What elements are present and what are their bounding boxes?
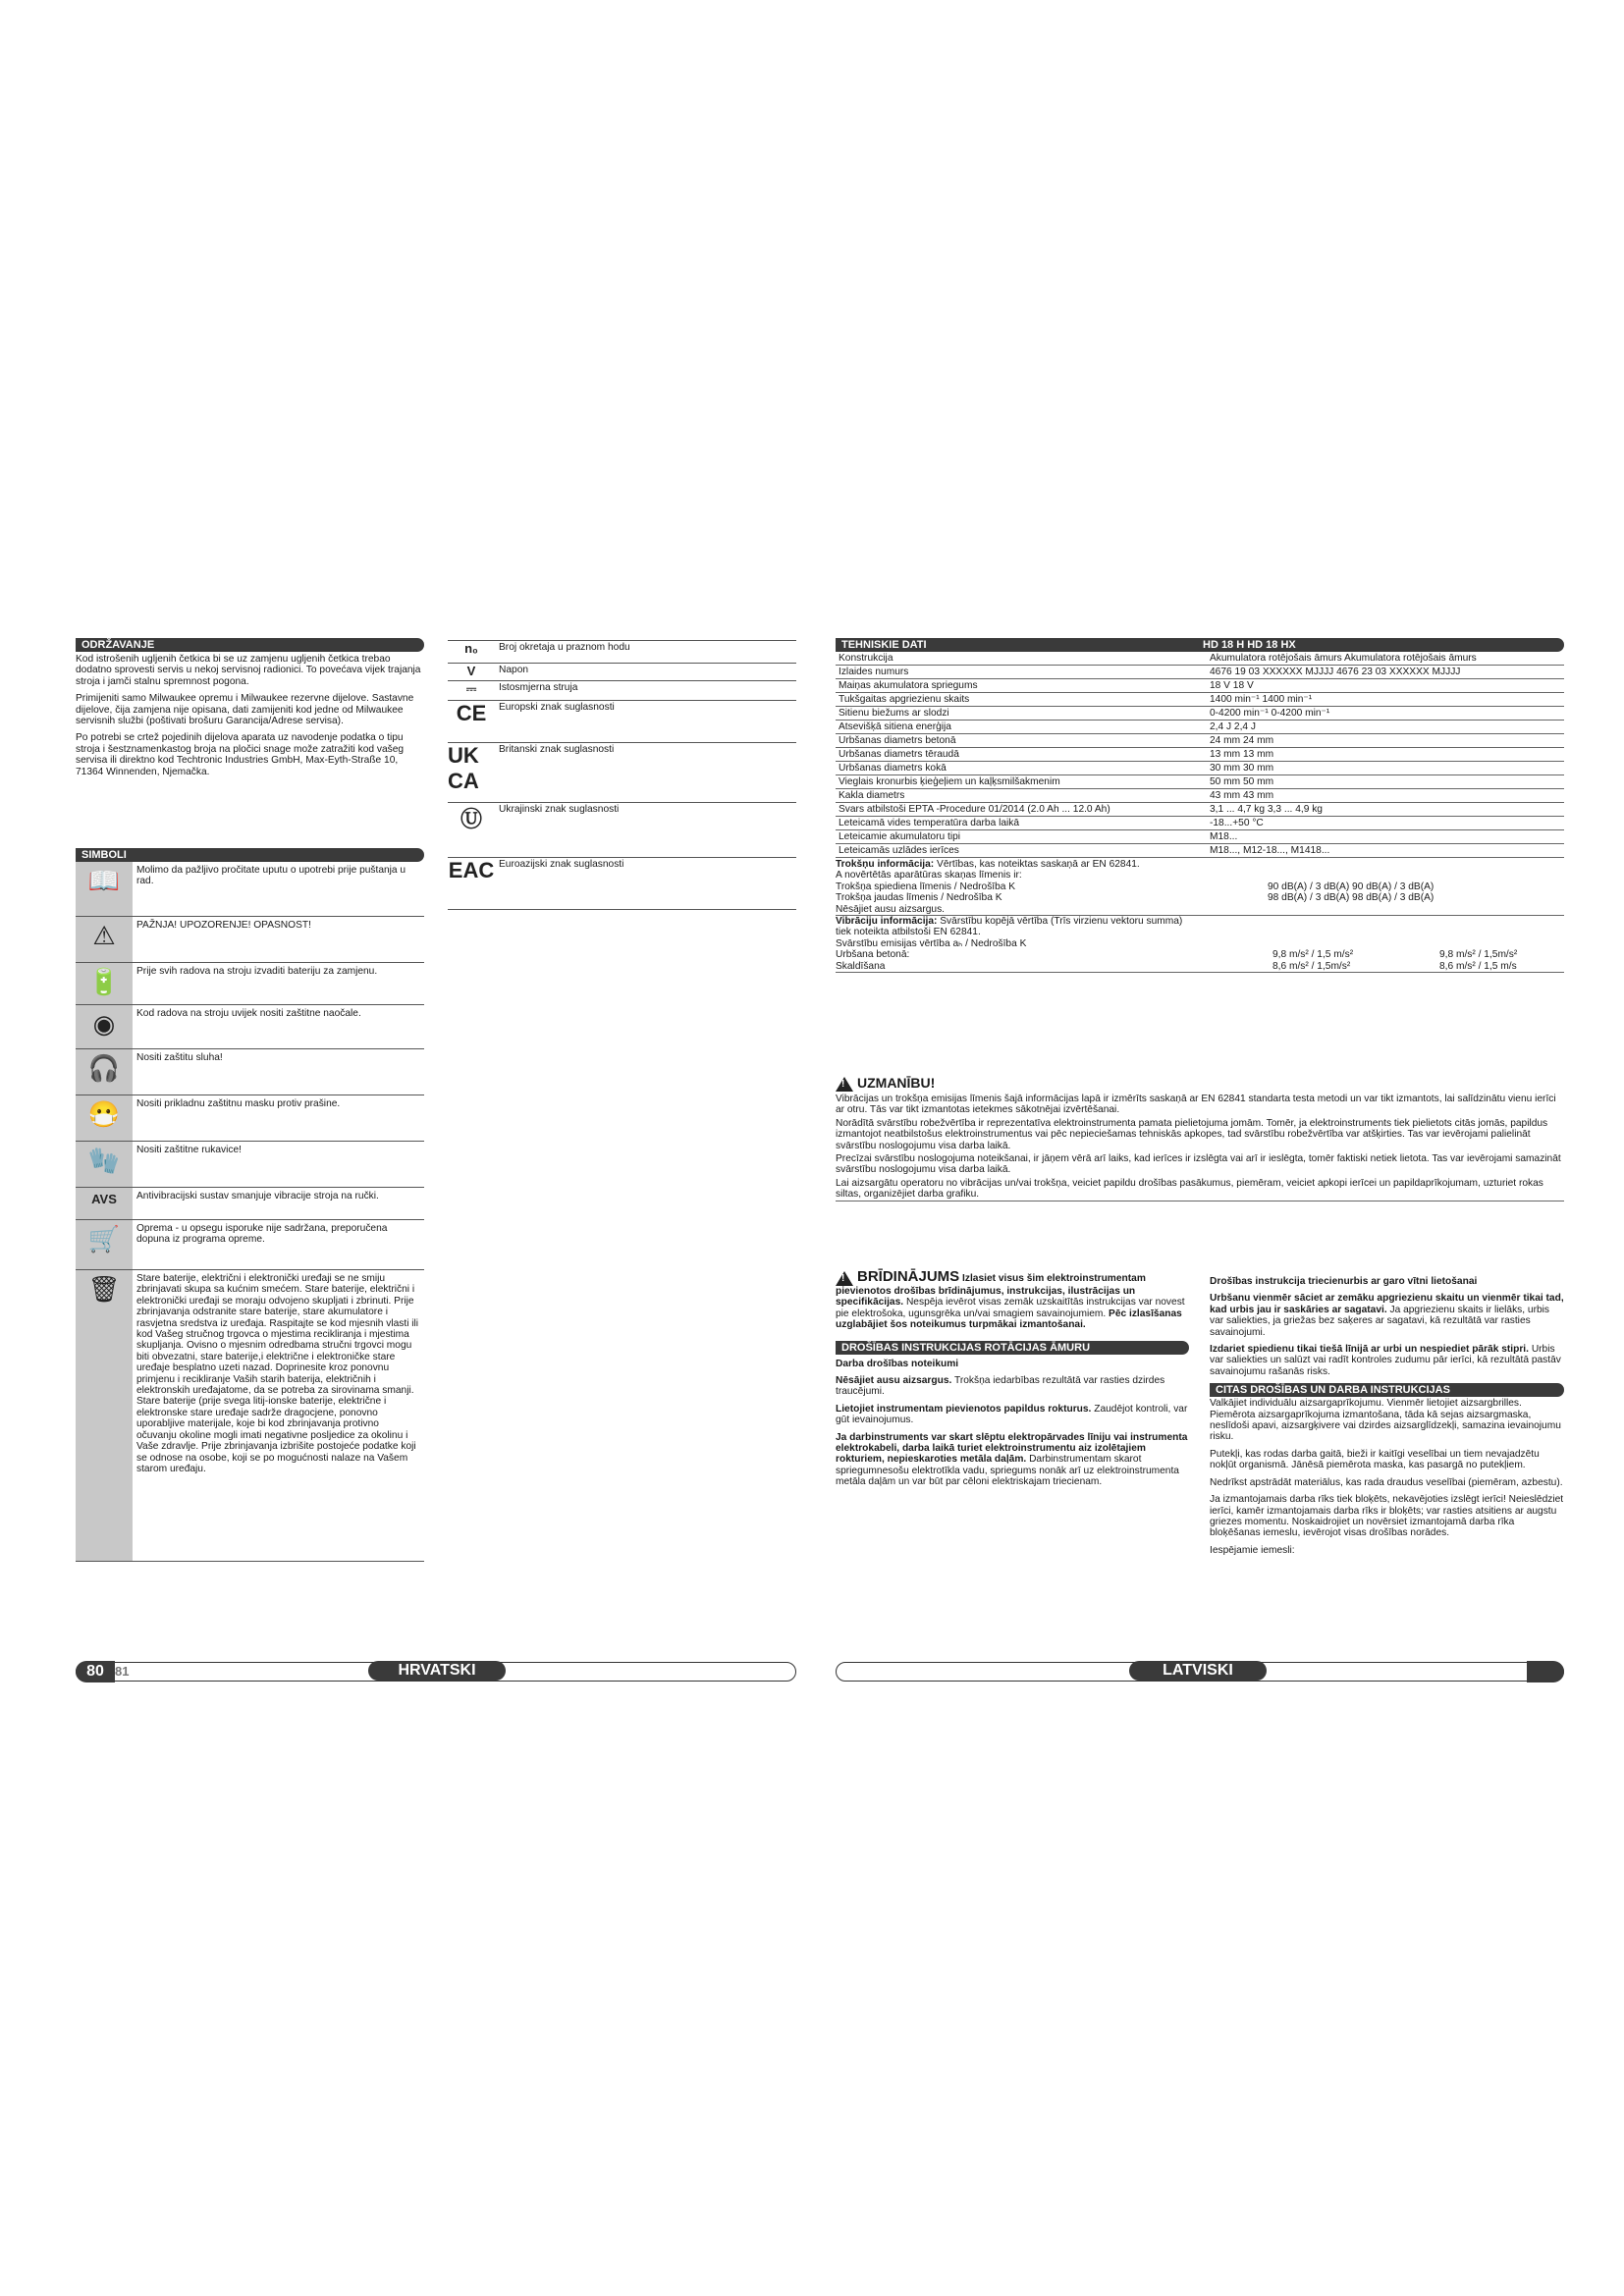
tech-value: Akumulatora rotējošais āmurs Akumulatora rotējošais āmurs bbox=[1207, 652, 1564, 666]
ukrainian-mark-icon: Ⓤ bbox=[460, 807, 482, 831]
tech-label: Tukšgaitas apgriezienu skaits bbox=[836, 693, 1207, 707]
tech-label: Atsevišķā sitiena enerģija bbox=[836, 721, 1207, 734]
direct-current-icon: ⎓ bbox=[465, 681, 477, 696]
warning-section bbox=[836, 1268, 1189, 1494]
tech-label: Urbšanas diametrs tēraudā bbox=[836, 748, 1207, 762]
symbol-row bbox=[76, 1270, 424, 1562]
tech-label: Urbšanas diametrs betonā bbox=[836, 734, 1207, 748]
tech-data-section bbox=[836, 638, 1564, 973]
symbol-row bbox=[76, 1142, 424, 1188]
tech-value: 2,4 J 2,4 J bbox=[1207, 721, 1564, 734]
weee-bin-icon: 🗑 bbox=[76, 1270, 133, 1561]
certification-symbols bbox=[448, 640, 796, 910]
rotary-text: Zaudējot kontroli, var gūt ievainojumus. bbox=[836, 1403, 1188, 1426]
certification-row bbox=[448, 803, 796, 858]
certification-description: Europski znak suglasnosti bbox=[499, 702, 615, 713]
noise-note: Nēsājiet ausu aizsargus. bbox=[836, 904, 1564, 916]
tech-row bbox=[836, 748, 1564, 762]
attention-paragraph: Precīzai svārstību noslogojuma noteikšanai, ir jāņem vērā arī laiks, kad ierīces ir izslēgta vai arī ir ieslēgta, tomēr faktiski netiek lietota. Tas var ievērojami samazināt svārstību noslogojumu visa darba laikā. bbox=[836, 1153, 1561, 1176]
tech-label: Urbšanas diametrs kokā bbox=[836, 762, 1207, 775]
maintenance-paragraph: Primijeniti samo Milwaukee opremu i Milwaukee rezervne dijelove. Sastavne dijelove, čija zamjena nije opisana, dati zamijeniti kod jedne od Milwaukee servisnih službi (poštivati brošuru Garancija/Adrese servisa). bbox=[76, 693, 414, 727]
tech-heading-label: TEHNISKIE DATI bbox=[841, 639, 927, 651]
avs-icon: AVS bbox=[76, 1188, 133, 1219]
symbol-row bbox=[76, 917, 424, 963]
tech-row bbox=[836, 679, 1564, 693]
left-language-label: HRVATSKI bbox=[368, 1661, 506, 1681]
tech-label: Konstrukcija bbox=[836, 652, 1207, 666]
symbol-row bbox=[76, 1188, 424, 1220]
tech-value: 50 mm 50 mm bbox=[1207, 775, 1564, 789]
symbols-heading: SIMBOLI bbox=[76, 848, 424, 862]
symbol-description: Stare baterije, električni i elektronički uređaji se ne smiju zbrinjavati skupa sa kućnim smećem. Stare baterije, električni i elektronički uređaji se moraju odvojeno skupljati i zbrinuti. Prije zbrinjavanja odstranite stare baterije, stare akumulatore i rasvjetna sredstva iz uređaja. Raspitajte se kod mjesnih vlasti ili kod Vašeg stručnog trgovca o mjestima recikliranja i mjestima skupljanja. Ovisno o mjesnim odredbama stručni trgovci mogu biti obvezatni, stare baterije,i električne i elektroničke stare uređaje besplatno uzeti nazad. Doprinesite kroz ponovnu primjenu i recikliranje Vaših starih baterija, električnih i elektronskih uređajatome, da se potreba za sirovinama smanji. Stare baterije (prije svega litij-ionske baterije, električne i elektronske stare uređaje sadrže dragocjene, ponovno uporabljive materijale, koje bi kod zbrinjavanja protivno očuvanju okoline mogli imati negativne posljedice za okolinu i Vaše zdravlje. Prije zbrinjavanja izbrišite postojeće podatke koji se odnose na osobe, koji se po mogućnosti nalaze na Vašem starom uređaju. bbox=[136, 1273, 419, 1474]
warning-text: Nespēja ievērot visas zemāk uzskaitītās instrukcijas var novest pie elektrošoka, ugunsgrēka un/vai smagiem savainojumiem. bbox=[836, 1297, 1185, 1319]
symbol-description: Antivibracijski sustav smanjuje vibracije stroja na ručki. bbox=[136, 1191, 379, 1201]
tech-row bbox=[836, 817, 1564, 830]
tech-row bbox=[836, 652, 1564, 666]
noise-title: Trokšņu informācija: bbox=[836, 859, 935, 870]
warning-icon: ⚠ bbox=[76, 917, 133, 962]
tech-table bbox=[836, 652, 1564, 858]
gloves-icon: 🧤 bbox=[76, 1142, 133, 1187]
other-paragraph: Putekļi, kas rodas darba gaitā, bieži ir kaitīgi veselībai un tiem nevajadzētu nokļūt organismā. Jānēsā piemērota maska, kas pasargā no putekļiem. bbox=[1210, 1448, 1540, 1471]
symbol-row bbox=[76, 1049, 424, 1095]
tech-value: -18...+50 °C bbox=[1207, 817, 1564, 830]
vibration-value: 9,8 m/s² / 1,5 m/s² bbox=[1272, 949, 1354, 961]
tech-heading bbox=[836, 638, 1564, 652]
tech-value: 30 mm 30 mm bbox=[1207, 762, 1564, 775]
vibration-label: Urbšana betonā: bbox=[836, 949, 910, 961]
tech-row bbox=[836, 693, 1564, 707]
long-drill-bold: Izdariet spiedienu tikai tiešā līnijā ar urbi un nespiediet pārāk stipri. bbox=[1210, 1344, 1529, 1356]
maintenance-section bbox=[76, 638, 424, 783]
warning-lead: Izlasiet visus šim elektroinstrumentam pievienotos drošības brīdinājumus, instrukcijas, ilustrācijas un specifikācijas. bbox=[836, 1273, 1146, 1308]
long-drill-section bbox=[1210, 1276, 1564, 1562]
symbol-row bbox=[76, 1005, 424, 1049]
other-paragraph: Valkājiet individuālu aizsargaprīkojumu. Vienmēr lietojiet aizsargbrilles. Piemērota aizsargaprīkojuma izmantošana, tāda kā sejas aizsargmaska, neslīdoši apavi, aizsargķivere vai dzirdes aizsarglīdzekļi, samazina ievainojumu risku. bbox=[1210, 1398, 1561, 1443]
symbol-description: Nositi zaštitne rukavice! bbox=[136, 1145, 243, 1155]
symbols-section bbox=[76, 848, 424, 1562]
symbol-description: Oprema - u opsegu isporuke nije sadržana, preporučena dopuna iz programa opreme. bbox=[136, 1223, 388, 1246]
tech-row bbox=[836, 830, 1564, 844]
tech-value: 13 mm 13 mm bbox=[1207, 748, 1564, 762]
symbol-row bbox=[76, 1095, 424, 1142]
voltage-icon: V bbox=[466, 664, 476, 678]
tech-label: Leteicamās uzlādes ierīces bbox=[836, 844, 1207, 858]
long-drill-heading: Drošības instrukcija triecienurbis ar garo vītni lietošanai bbox=[1210, 1276, 1478, 1287]
symbol-row bbox=[76, 963, 424, 1005]
safety-goggles-icon: ◉ bbox=[76, 1005, 133, 1048]
rotary-text: Darbinstrumentam skarot spriegumnesošu elektrotīkla vadu, spriegums nonāk arī uz elektroinstrumenta metāla daļām un var būt par cēloni elektriskajam triecienam. bbox=[836, 1454, 1179, 1488]
tech-value: 43 mm 43 mm bbox=[1207, 789, 1564, 803]
certification-row bbox=[448, 858, 796, 910]
tech-value: 18 V 18 V bbox=[1207, 679, 1564, 693]
other-paragraph: Iespējamie iemesli: bbox=[1210, 1544, 1295, 1556]
vibration-row bbox=[836, 949, 1564, 960]
tech-label: Sitienu biežums ar slodzi bbox=[836, 707, 1207, 721]
tech-row bbox=[836, 775, 1564, 789]
long-drill-text: Ja apgriezienu skaits ir lielāks, urbis var saliekties, ja griežas bez saķeres ar sagatavi, kā rezultātā var rasties savainojumi. bbox=[1210, 1304, 1550, 1338]
tech-models: HD 18 H HD 18 HX bbox=[1203, 639, 1296, 651]
tech-label: Kakla diametrs bbox=[836, 789, 1207, 803]
tech-row bbox=[836, 734, 1564, 748]
maintenance-paragraph: Po potrebi se crtež pojedinih dijelova aparata uz navodenje podatka o tipu stroja i šestznamenkastog broja na pločici snage može zatražiti kod vašeg servisa ili direktno kod Techtronic Industries GmbH, Max-Eyth-Straße 10, 71364 Winnenden, Njemačka. bbox=[76, 732, 405, 777]
tech-value: 4676 19 03 XXXXXX MJJJJ 4676 23 03 XXXXXX MJJJJ bbox=[1207, 666, 1564, 679]
certification-description: Broj okretaja u praznom hodu bbox=[499, 642, 630, 653]
symbol-description: Nositi prikladnu zaštitnu masku protiv prašine. bbox=[136, 1098, 341, 1109]
tech-value: 24 mm 24 mm bbox=[1207, 734, 1564, 748]
attention-paragraph: Norādītā svārstību robežvērtība ir reprezentatīva elektroinstrumenta pamata pielietojuma jomām. Tomēr, ja elektroinstruments tiek pielietots citās jomās, papildus izmantojot neatbilstošus elektroinstrumentus vai pēc nepieciešamas tehniskās apkopes, tad svārstību robežvērtība var atšķirties. Tas var ievērojami palielināt svārstību noslogojumu visa darba laikā. bbox=[836, 1117, 1548, 1151]
no-load-speed-icon: n₀ bbox=[464, 641, 478, 656]
maintenance-heading: ODRŽAVANJE bbox=[76, 638, 424, 652]
vibration-text: Svārstību kopējā vērtība (Trīs virzienu vektoru summa) tiek noteikta atbilstoši EN 62841. bbox=[836, 916, 1183, 938]
right-footer-cap bbox=[1527, 1661, 1564, 1682]
tech-label: Svars atbilstoši EPTA -Procedure 01/2014 (2.0 Ah ... 12.0 Ah) bbox=[836, 803, 1207, 817]
symbol-description: Nositi zaštitu sluha! bbox=[136, 1052, 223, 1063]
tech-value: 0-4200 min⁻¹ 0-4200 min⁻¹ bbox=[1207, 707, 1564, 721]
symbol-description: Molimo da pažljivo pročitate uputu o upotrebi prije puštanja u rad. bbox=[136, 865, 406, 887]
tech-row bbox=[836, 707, 1564, 721]
rotary-heading: DROŠĪBAS INSTRUKCIJAS ROTĀCIJAS ĀMURU bbox=[836, 1341, 1189, 1355]
read-manual-icon: 📖 bbox=[76, 862, 133, 916]
attention-section bbox=[836, 1077, 1564, 1201]
tech-value: M18..., M12-18..., M1418... bbox=[1207, 844, 1564, 858]
eac-mark-icon: EAC bbox=[448, 858, 495, 882]
tech-row bbox=[836, 844, 1564, 858]
rotary-bold: Ja darbinstruments var skart slēptu elektropārvades līniju vai instrumenta elektrokabeli, darba laikā turiet elektroinstrumentu aiz izolētajiem rokturiem, nepieskaroties metāla daļām. bbox=[836, 1431, 1188, 1466]
symbol-description: Kod radova na stroju uvijek nositi zaštitne naočale. bbox=[136, 1008, 361, 1019]
tech-row bbox=[836, 666, 1564, 679]
tech-label: Izlaides numurs bbox=[836, 666, 1207, 679]
rotary-bold: Lietojiet instrumentam pievienotos papildus rokturus. bbox=[836, 1403, 1092, 1415]
vibration-value: 9,8 m/s² / 1,5m/s² bbox=[1439, 949, 1518, 961]
ukca-mark-icon: UK CA bbox=[448, 743, 479, 793]
attention-title: UZMANĪBU! bbox=[857, 1075, 936, 1092]
right-language-label: LATVISKI bbox=[1129, 1661, 1267, 1681]
noise-text: Vērtības, kas noteiktas saskaņā ar EN 62841. bbox=[937, 859, 1140, 870]
rotary-text: Trokšņa iedarbības rezultātā var rasties dzirdes traucējumi. bbox=[836, 1375, 1165, 1398]
symbols-list bbox=[76, 862, 424, 1562]
tech-row bbox=[836, 721, 1564, 734]
ear-protection-icon: 🎧 bbox=[76, 1049, 133, 1095]
noise-sub: A novērtētās aparātūras skaņas līmenis ir: bbox=[836, 870, 1022, 881]
noise-value: 98 dB(A) / 3 dB(A) 98 dB(A) / 3 dB(A) bbox=[1268, 892, 1435, 904]
noise-row bbox=[836, 881, 1564, 892]
certification-row bbox=[448, 641, 796, 664]
accessory-cart-icon: 🛒 bbox=[76, 1220, 133, 1269]
vibration-value: 8,6 m/s² / 1,5m/s² bbox=[1272, 960, 1351, 972]
certification-description: Britanski znak suglasnosti bbox=[499, 744, 615, 755]
attention-paragraph: Vibrācijas un trokšņa emisijas līmenis šajā informācijas lapā ir izmērīts saskaņā ar EN 62841 standarta testa metodi un var tikt izmantots, lai salīdzinātu vienu ierīci ar otru. Tās var tikt izmantotas ietekmes sākotnējai izvērtēšanai. bbox=[836, 1094, 1556, 1116]
tech-row bbox=[836, 803, 1564, 817]
rotary-bold: Nēsājiet ausu aizsargus. bbox=[836, 1375, 952, 1387]
certification-description: Istosmjerna struja bbox=[499, 682, 578, 693]
tech-value: M18... bbox=[1207, 830, 1564, 844]
remove-battery-icon: 🔋 bbox=[76, 963, 133, 1004]
tech-row bbox=[836, 789, 1564, 803]
certification-description: Euroazijski znak suglasnosti bbox=[499, 859, 624, 870]
maintenance-paragraph: Kod istrošenih ugljenih četkica bi se uz zamjenu ugljenih četkica trebao dodatno sprovesti servis u nekoj servisnoj radionici. To povećava vijek trajanja stroja i jamči stalnu spremnost pogona. bbox=[76, 654, 421, 687]
tech-value: 1400 min⁻¹ 1400 min⁻¹ bbox=[1207, 693, 1564, 707]
noise-row bbox=[836, 892, 1564, 903]
warning-icon: ! bbox=[836, 1077, 853, 1092]
page-number-next: 81 bbox=[115, 1664, 130, 1679]
symbol-description: PAŽNJA! UPOZORENJE! OPASNOST! bbox=[136, 920, 311, 931]
vibration-value: 8,6 m/s² / 1,5 m/s bbox=[1439, 960, 1517, 972]
symbol-row bbox=[76, 1220, 424, 1270]
ce-mark-icon: CE bbox=[456, 701, 487, 725]
symbol-description: Prije svih radova na stroju izvaditi bateriju za zamjenu. bbox=[136, 966, 378, 977]
tech-label: Maiņas akumulatora spriegums bbox=[836, 679, 1207, 693]
warning-icon: ! bbox=[836, 1271, 853, 1286]
vibration-sub: Svārstību emisijas vērtība aₕ / Nedrošība K bbox=[836, 937, 1027, 949]
long-drill-text: Urbis var saliekties un salūzt vai radīt kontroles zudumu pār ierīci, kā rezultātā pastāv savainojumu rašanās risks. bbox=[1210, 1344, 1561, 1377]
certification-row bbox=[448, 664, 796, 681]
warning-tail: Pēc izlasīšanas uzglabājiet šos noteikumus turpmākai izmantošanai. bbox=[836, 1308, 1182, 1331]
long-drill-bold: Urbšanu vienmēr sāciet ar zemāku apgriezienu skaitu un vienmēr tikai tad, kad urbis jau ir saskāries ar sagatavi. bbox=[1210, 1293, 1564, 1315]
symbol-row bbox=[76, 862, 424, 917]
other-paragraph: Ja izmantojamais darba rīks tiek bloķēts, nekavējoties izslēgt ierīci! Neieslēdziet ierīci, kamēr izmantojamais darba rīks ir bloķēts; var rasties atsitiens ar augstu griezes momentu. Noskaidrojiet un novērsiet izmantojamā darba rīka bloķēšanas iemeslu, ievērojot visas drošības norādes. bbox=[1210, 1494, 1564, 1539]
tech-label: Leteicamā vides temperatūra darba laikā bbox=[836, 817, 1207, 830]
dust-mask-icon: 😷 bbox=[76, 1095, 133, 1141]
tech-row bbox=[836, 762, 1564, 775]
tech-label: Leteicamie akumulatoru tipi bbox=[836, 830, 1207, 844]
certification-row bbox=[448, 743, 796, 803]
certification-description: Napon bbox=[499, 665, 529, 675]
noise-label: Trokšņa spiediena līmenis / Nedrošība K bbox=[836, 881, 1016, 892]
vibration-label: Skaldīšana bbox=[836, 960, 886, 972]
certification-row bbox=[448, 681, 796, 701]
certification-row bbox=[448, 701, 796, 743]
warning-title: BRĪDINĀJUMS bbox=[857, 1268, 960, 1286]
noise-label: Trokšņa jaudas līmenis / Nedrošība K bbox=[836, 892, 1002, 904]
page-number: 80 bbox=[76, 1661, 115, 1682]
certification-description: Ukrajinski znak suglasnosti bbox=[499, 804, 620, 815]
other-paragraph: Nedrīkst apstrādāt materiālus, kas rada draudus veselībai (piemēram, azbestu). bbox=[1210, 1476, 1563, 1488]
tech-value: 3,1 ... 4,7 kg 3,3 ... 4,9 kg bbox=[1207, 803, 1564, 817]
attention-paragraph: Lai aizsargātu operatoru no vibrācijas un/vai trokšņa, veiciet papildu drošības pasākumus, piemēram, veiciet apkopi ierīcei un papildaprīkojumam, uzturiet rokas siltas, organizējiet darba grafiku. bbox=[836, 1178, 1564, 1201]
vibration-row bbox=[836, 961, 1564, 973]
other-heading: CITAS DROŠĪBAS UN DARBA INSTRUKCIJAS bbox=[1210, 1383, 1564, 1397]
rotary-subheading: Darba drošības noteikumi bbox=[836, 1358, 959, 1369]
vibration-title: Vibrāciju informācija: bbox=[836, 916, 938, 928]
tech-label: Vieglais kronurbis ķieģeļiem un kaļķsmilšakmenim bbox=[836, 775, 1207, 789]
noise-value: 90 dB(A) / 3 dB(A) 90 dB(A) / 3 dB(A) bbox=[1268, 881, 1435, 892]
